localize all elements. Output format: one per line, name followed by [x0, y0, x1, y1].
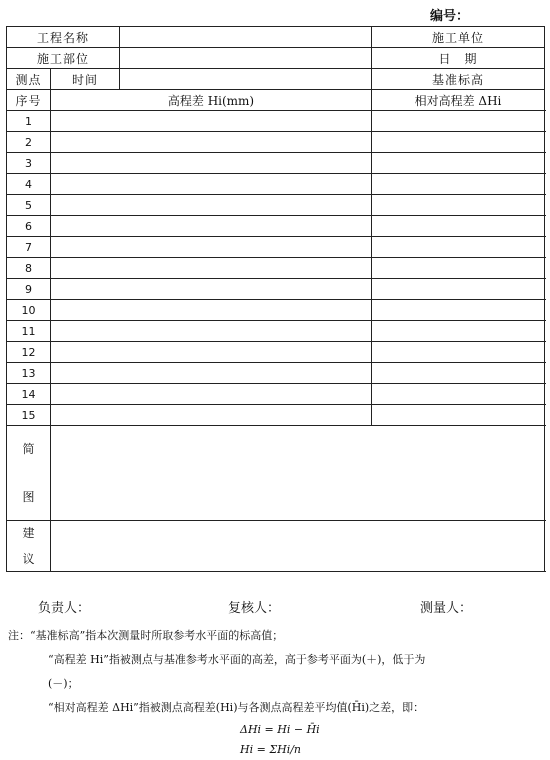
elevation-diff-cell[interactable]	[51, 300, 372, 321]
relative-diff-cell[interactable]	[372, 111, 545, 132]
row-number: 2	[7, 132, 51, 153]
table-row	[7, 384, 545, 405]
row-number: 8	[7, 258, 51, 279]
sketch-label-char: 简	[22, 442, 35, 456]
table-row	[7, 111, 545, 132]
elevation-diff-cell[interactable]	[51, 237, 372, 258]
row-number: 14	[7, 384, 51, 405]
seq-label: 序号	[7, 90, 51, 111]
table-row	[7, 153, 545, 174]
point-label: 测点	[7, 69, 51, 90]
note-line: “相对高程差 ΔHi”指被测点高程差(Hi)与各测点高程差平均值(H̄i)之差，即：	[48, 701, 425, 714]
table-row	[7, 195, 545, 216]
relative-diff-cell[interactable]	[372, 300, 545, 321]
relative-diff-cell[interactable]	[372, 258, 545, 279]
relative-diff-cell[interactable]	[372, 279, 545, 300]
serial-number-label: 编号：	[430, 9, 470, 24]
relative-diff-cell[interactable]	[372, 132, 545, 153]
row-number: 5	[7, 195, 51, 216]
suggestion-label-char: 议	[22, 552, 35, 566]
point-row	[7, 69, 545, 90]
elevation-diff-header: 高程差 Hi(mm)	[51, 90, 372, 111]
table-row	[7, 132, 545, 153]
relative-diff-cell[interactable]	[372, 342, 545, 363]
elevation-diff-cell[interactable]	[51, 195, 372, 216]
elevation-diff-cell[interactable]	[51, 321, 372, 342]
elevation-diff-cell[interactable]	[51, 111, 372, 132]
elevation-diff-cell[interactable]	[51, 132, 372, 153]
row-number: 4	[7, 174, 51, 195]
notes-section	[8, 624, 544, 760]
project-name-label: 工程名称	[7, 27, 120, 48]
suggestion-label-char: 建	[22, 526, 35, 540]
elevation-diff-cell[interactable]	[51, 216, 372, 237]
elevation-diff-cell[interactable]	[51, 279, 372, 300]
table-row	[7, 258, 545, 279]
relative-diff-cell[interactable]	[372, 237, 545, 258]
elevation-diff-cell[interactable]	[51, 405, 372, 426]
reviewer-label: 复核人：	[228, 601, 281, 616]
suggestion-label	[7, 521, 51, 572]
table-row	[7, 279, 545, 300]
note-line: 注：“基准标高”指本次测量时所取参考水平面的标高值；	[8, 629, 284, 642]
project-row	[7, 27, 545, 48]
relative-diff-cell[interactable]	[372, 363, 545, 384]
date-label: 日 期	[372, 48, 545, 69]
part-row	[7, 48, 545, 69]
table-row	[7, 363, 545, 384]
elevation-diff-cell[interactable]	[51, 342, 372, 363]
table-row	[7, 216, 545, 237]
row-number: 10	[7, 300, 51, 321]
suggestion-row	[7, 521, 545, 572]
elevation-diff-cell[interactable]	[51, 174, 372, 195]
relative-diff-cell[interactable]	[372, 216, 545, 237]
time-label: 时间	[51, 69, 120, 90]
table-row	[7, 321, 545, 342]
table-row	[7, 174, 545, 195]
reference-elevation-label: 基准标高	[372, 69, 545, 90]
surveyor-label: 测量人：	[420, 601, 473, 616]
sketch-label-char: 图	[22, 490, 35, 504]
row-number: 7	[7, 237, 51, 258]
table-row	[7, 405, 545, 426]
row-number: 15	[7, 405, 51, 426]
elevation-diff-cell[interactable]	[51, 153, 372, 174]
construction-part-field[interactable]	[120, 48, 372, 69]
relative-diff-cell[interactable]	[372, 174, 545, 195]
construction-part-label: 施工部位	[7, 48, 120, 69]
formula-mean: Hi = ΣHi/n	[240, 743, 301, 756]
relative-diff-cell[interactable]	[372, 195, 545, 216]
relative-diff-cell[interactable]	[372, 153, 545, 174]
row-number: 11	[7, 321, 51, 342]
note-line: “高程差 Hi”指被测点与基准参考水平面的高差，高于参考平面为(＋)，低于为	[48, 653, 426, 666]
row-number: 6	[7, 216, 51, 237]
row-number: 3	[7, 153, 51, 174]
note-line: (－)；	[48, 677, 79, 690]
elevation-diff-cell[interactable]	[51, 258, 372, 279]
relative-diff-cell[interactable]	[372, 321, 545, 342]
formula-relative-diff: ΔHi = Hi − H̄i	[240, 723, 320, 736]
table-row	[7, 342, 545, 363]
table-row	[7, 300, 545, 321]
survey-form-table	[6, 26, 545, 572]
contractor-label: 施工单位	[372, 27, 545, 48]
row-number: 12	[7, 342, 51, 363]
sketch-row	[7, 426, 545, 521]
row-number: 9	[7, 279, 51, 300]
sketch-label	[7, 426, 51, 521]
elevation-diff-cell[interactable]	[51, 384, 372, 405]
elevation-diff-cell[interactable]	[51, 363, 372, 384]
table-row	[7, 237, 545, 258]
relative-diff-cell[interactable]	[372, 384, 545, 405]
relative-diff-header: 相对高程差 ΔHi	[372, 90, 545, 111]
time-field[interactable]	[120, 69, 372, 90]
column-header-row	[7, 90, 545, 111]
responsible-person-label: 负责人：	[38, 601, 91, 616]
project-name-field[interactable]	[120, 27, 372, 48]
sketch-area[interactable]	[51, 426, 545, 521]
row-number: 13	[7, 363, 51, 384]
row-number: 1	[7, 111, 51, 132]
suggestion-area[interactable]	[51, 521, 545, 572]
relative-diff-cell[interactable]	[372, 405, 545, 426]
